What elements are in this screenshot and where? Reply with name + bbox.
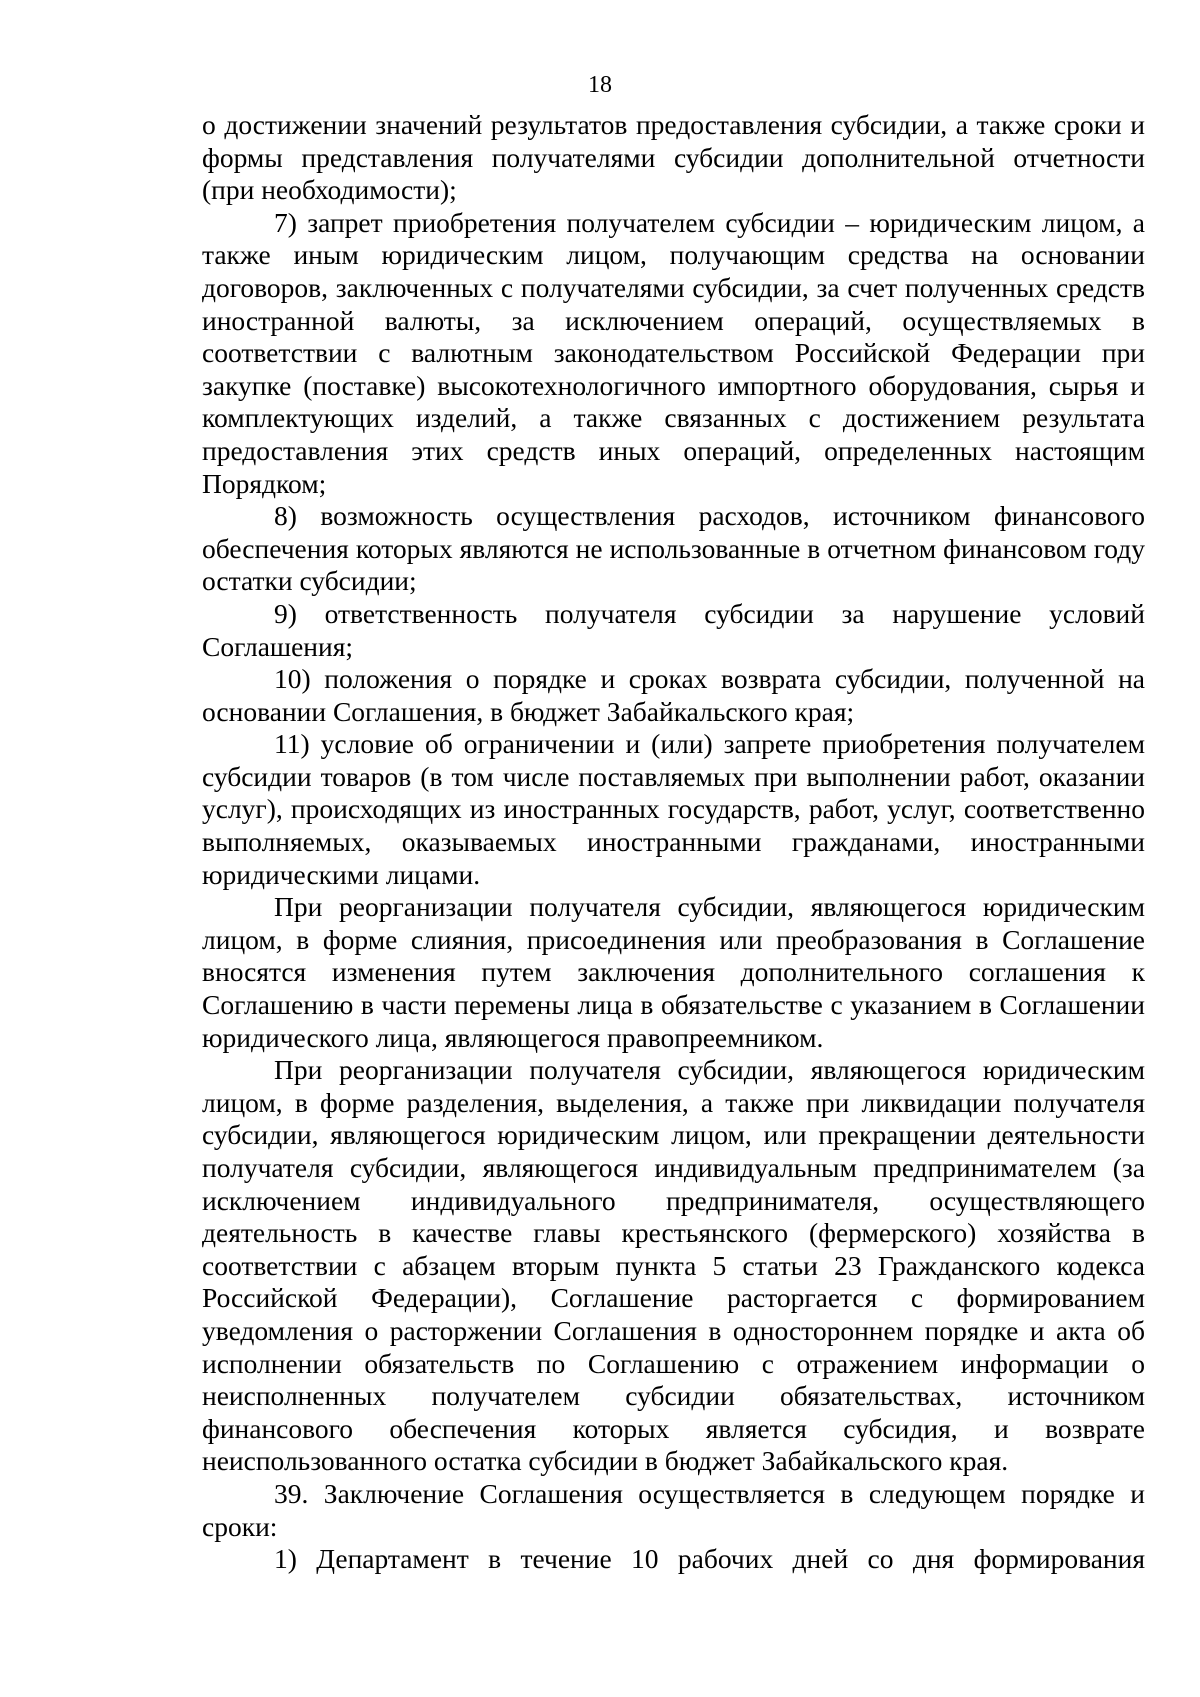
- paragraph-item-7: 7) запрет приобретения получателем субсидии – юридическим лицом, а также иным юридическим лицом, получающим средства на основании договоров, заключенных с получателями субсидии, за счет полученных средств иностранной валюты, за исключением операций, осуществляемых в соответствии с валютным законодательством Российской Федерации при закупке (поставке) высокотехнологичного импортного оборудования, сырья и комплектующих изделий, а также связанных с достижением результата предоставления этих средств иных операций, определенных настоящим Порядком;: [202, 206, 1145, 499]
- paragraph-reorganization-division: При реорганизации получателя субсидии, являющегося юридическим лицом, в форме разделения, выделения, а также при ликвидации получателя субсидии, являющегося юридическим лицом, или прекращении деятельности получателя субсидии, являющегося индивидуальным предпринимателем (за исключением индивидуального предпринимателя, осуществляющего деятельность в качестве главы крестьянского (фермерского) хозяйства в соответствии с абзацем вторым пункта 5 статьи 23 Гражданского кодекса Российской Федерации), Соглашение расторгается с формированием уведомления о расторжении Соглашения в одностороннем порядке и акта об исполнении обязательств по Соглашению с отражением информации о неисполненных получателем субсидии обязательствах, источником финансового обеспечения которых является субсидия, и возврате неиспользованного остатка субсидии в бюджет Забайкальского края.: [202, 1054, 1145, 1477]
- paragraph-clause-39-item-1: 1) Департамент в течение 10 рабочих дней со дня формирования: [274, 1543, 1145, 1575]
- paragraph-clause-39: 39. Заключение Соглашения осуществляется в следующем порядке и сроки:: [202, 1477, 1145, 1542]
- paragraph-continuation: о достижении значений результатов предоставления субсидии, а также сроки и формы представления получателями субсидии дополнительной отчетности (при необходимости);: [202, 109, 1145, 206]
- paragraph-item-8: 8) возможность осуществления расходов, источником финансового обеспечения которых являются не использованные в отчетном финансовом году остатки субсидии;: [202, 500, 1145, 597]
- paragraph-item-11: 11) условие об ограничении и (или) запрете приобретения получателем субсидии товаров (в том числе поставляемых при выполнении работ, оказании услуг), происходящих из иностранных государств, работ, услуг, соответственно выполняемых, оказываемых иностранными гражданами, иностранными юридическими лицами.: [202, 728, 1145, 890]
- paragraph-item-10: 10) положения о порядке и сроках возврата субсидии, полученной на основании Соглашения, в бюджет Забайкальского края;: [202, 663, 1145, 727]
- document-body: [202, 109, 1145, 1576]
- page-number: 18: [588, 72, 612, 98]
- paragraph-reorganization-merger: При реорганизации получателя субсидии, являющегося юридическим лицом, в форме слияния, присоединения или преобразования в Соглашение вносятся изменения путем заключения дополнительного соглашения к Соглашению в части перемены лица в обязательстве с указанием в Соглашении юридического лица, являющегося правопреемником.: [202, 891, 1145, 1053]
- paragraph-item-9: 9) ответственность получателя субсидии за нарушение условий Соглашения;: [202, 597, 1145, 662]
